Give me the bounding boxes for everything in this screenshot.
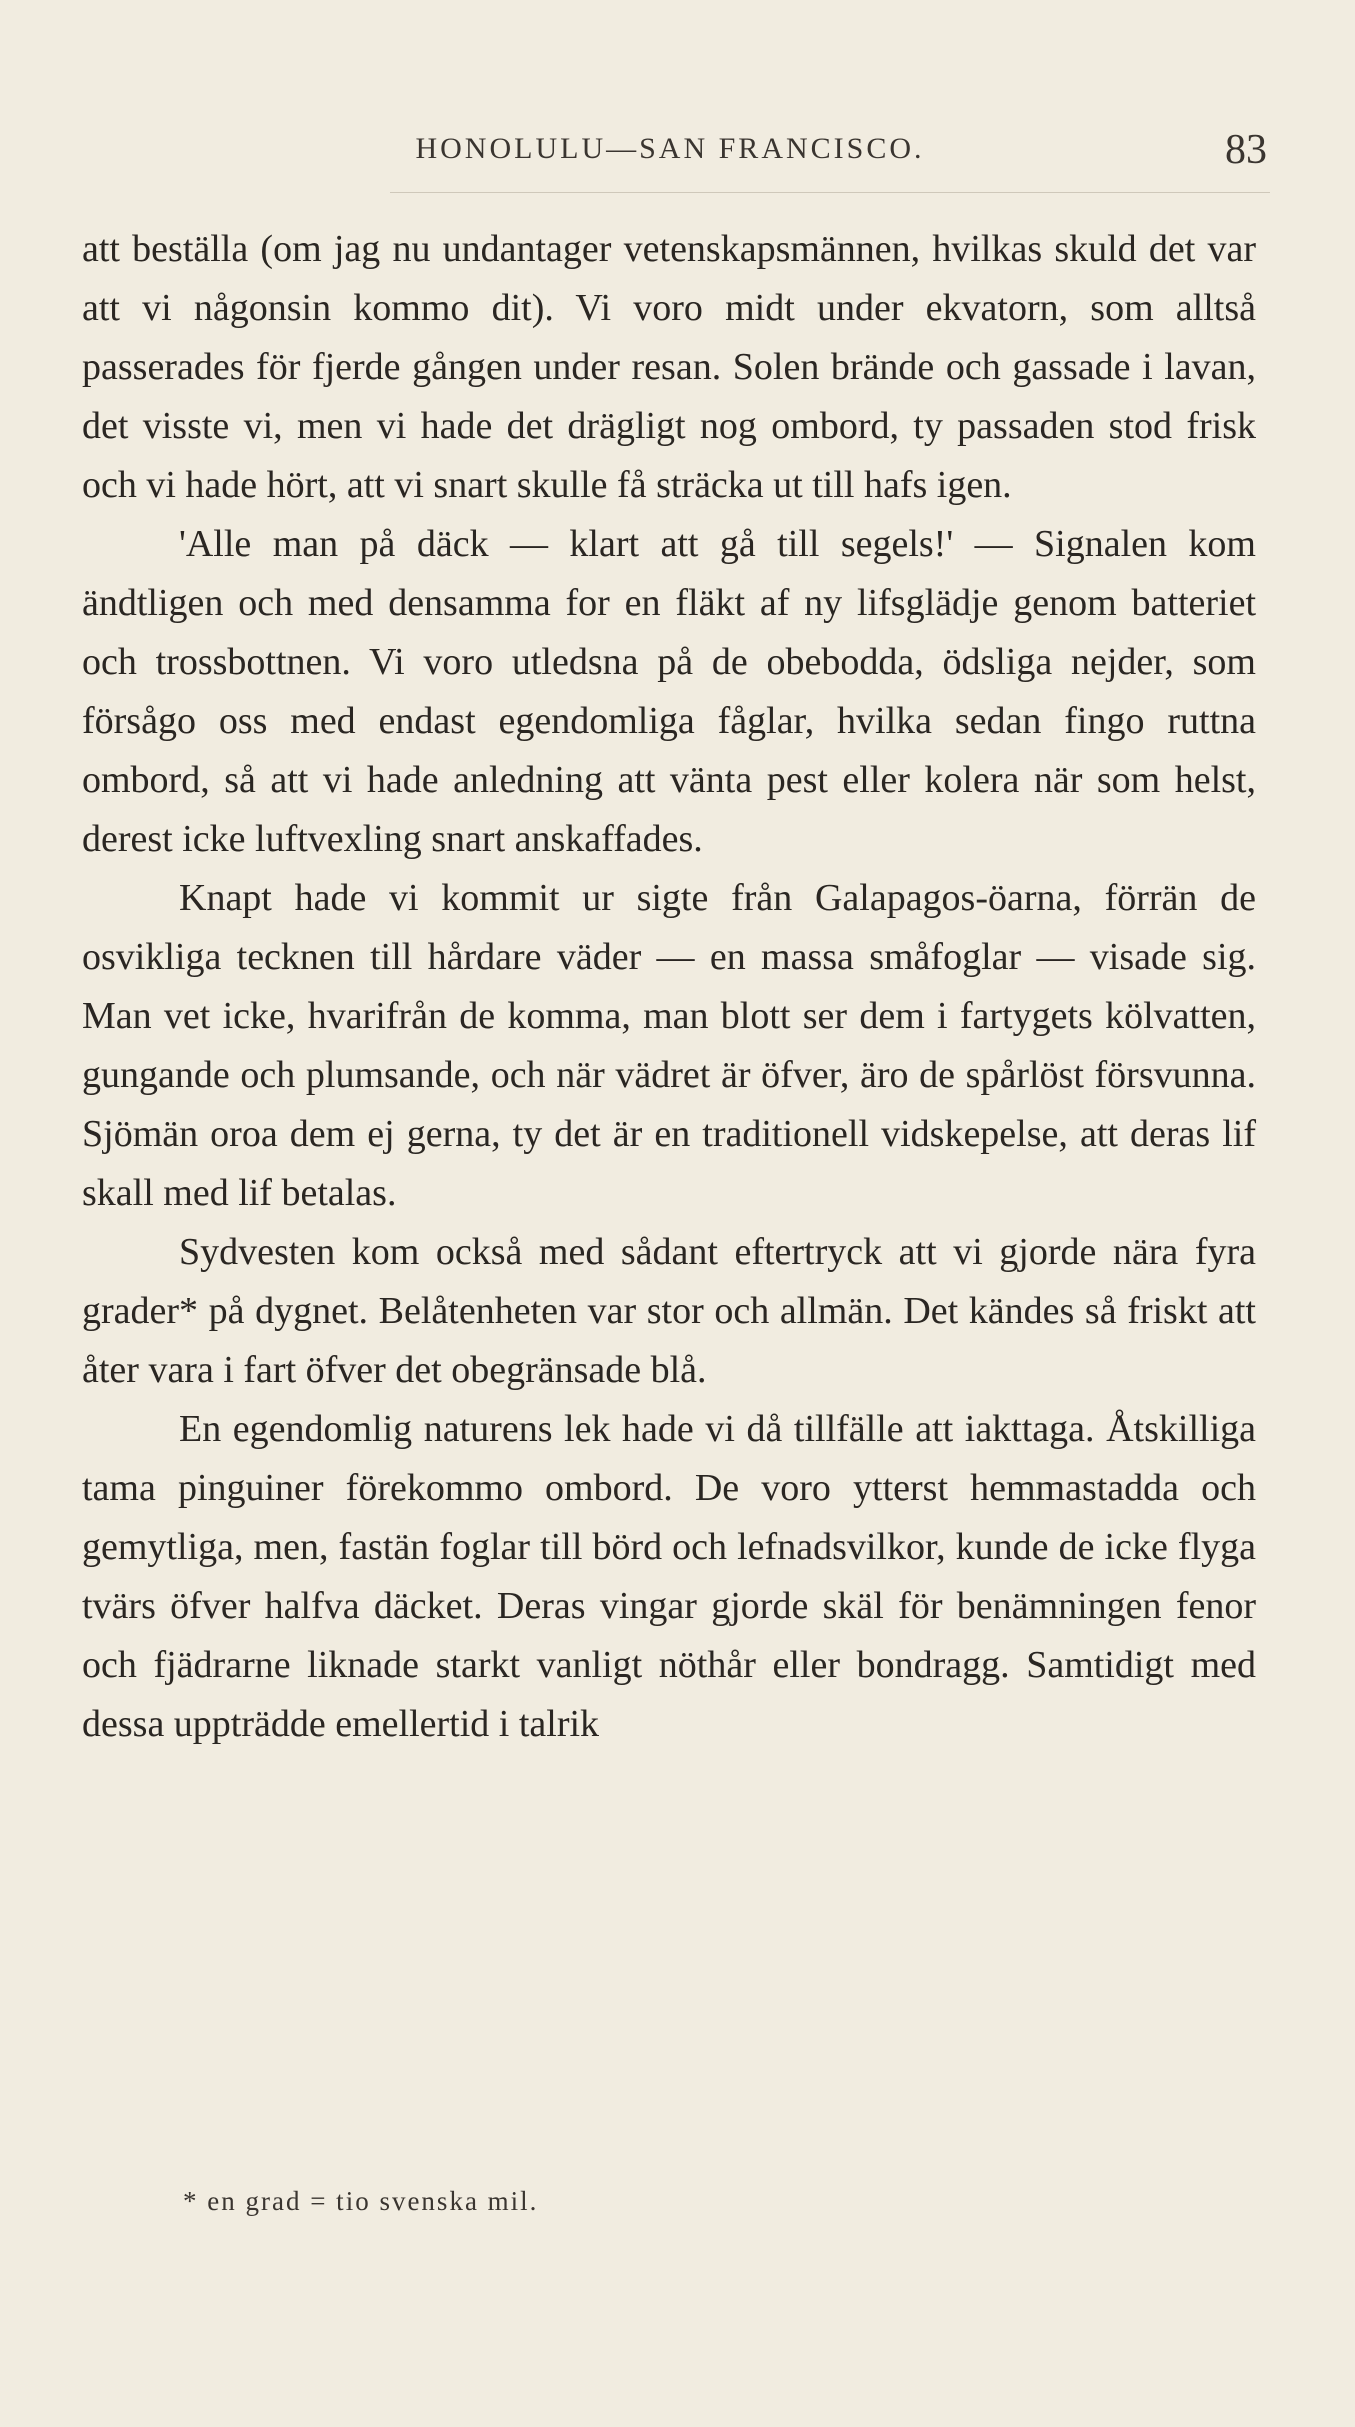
- body-text: [82, 220, 1256, 1754]
- footnote: * en grad = tio svenska mil.: [183, 2186, 539, 2216]
- paragraph-5: En egendomlig naturens lek hade vi då tillfälle att iakttaga. Åtskilliga tama pinguiner förekommo ombord. De voro ytterst hemmastadda och gemytliga, men, fastän foglar till börd och lefnadsvilkor, kunde de icke flyga tvärs öfver halfva däcket. Deras vingar gjorde skäl för benämningen fenor och fjädrarne liknade starkt vanligt nöthår eller bondragg. Samtidigt med dessa uppträdde emellertid i talrik: [82, 1408, 1256, 1745]
- paragraph-4: Sydvesten kom också med sådant eftertryck att vi gjorde nära fyra grader* på dygnet. Belåtenheten var stor och allmän. Det kändes så friskt att åter vara i fart öfver det obegränsade blå.: [82, 1231, 1256, 1391]
- paragraph-3: Knapt hade vi kommit ur sigte från Galapagos-öarna, förrän de osvikliga tecknen till hårdare väder — en massa småfoglar — visade sig. Man vet icke, hvarifrån de komma, man blott ser dem i fartygets kölvatten, gungande och plumsande, och när vädret är öfver, äro de spårlöst försvunna. Sjömän oroa dem ej gerna, ty det är en traditionell vidskepelse, att deras lif skall med lif betalas.: [82, 877, 1256, 1214]
- paragraph-1: att beställa (om jag nu undantager vetenskapsmännen, hvilkas skuld det var att vi någonsin kommo dit). Vi voro midt under ekvatorn, som alltså passerades för fjerde gången under resan. Solen brände och gassade i lavan, det visste vi, men vi hade det drägligt nog ombord, ty passaden stod frisk och vi hade hört, att vi snart skulle få sträcka ut till hafs igen.: [82, 228, 1256, 506]
- paragraph-2: 'Alle man på däck — klart att gå till segels!' — Signalen kom ändtligen och med densamma for en fläkt af ny lifsglädje genom batteriet och trossbottnen. Vi voro utledsna på de obebodda, ödsliga nejder, som försågo oss med endast egendomliga fåglar, hvilka sedan fingo ruttna ombord, så att vi hade anledning att vänta pest eller kolera när som helst, derest icke luftvexling snart anskaffades.: [82, 523, 1256, 860]
- header-rule: [390, 192, 1270, 193]
- running-head: [0, 118, 1355, 178]
- page-number: 83: [1225, 127, 1267, 173]
- running-title: HONOLULU—SAN FRANCISCO.: [415, 132, 925, 165]
